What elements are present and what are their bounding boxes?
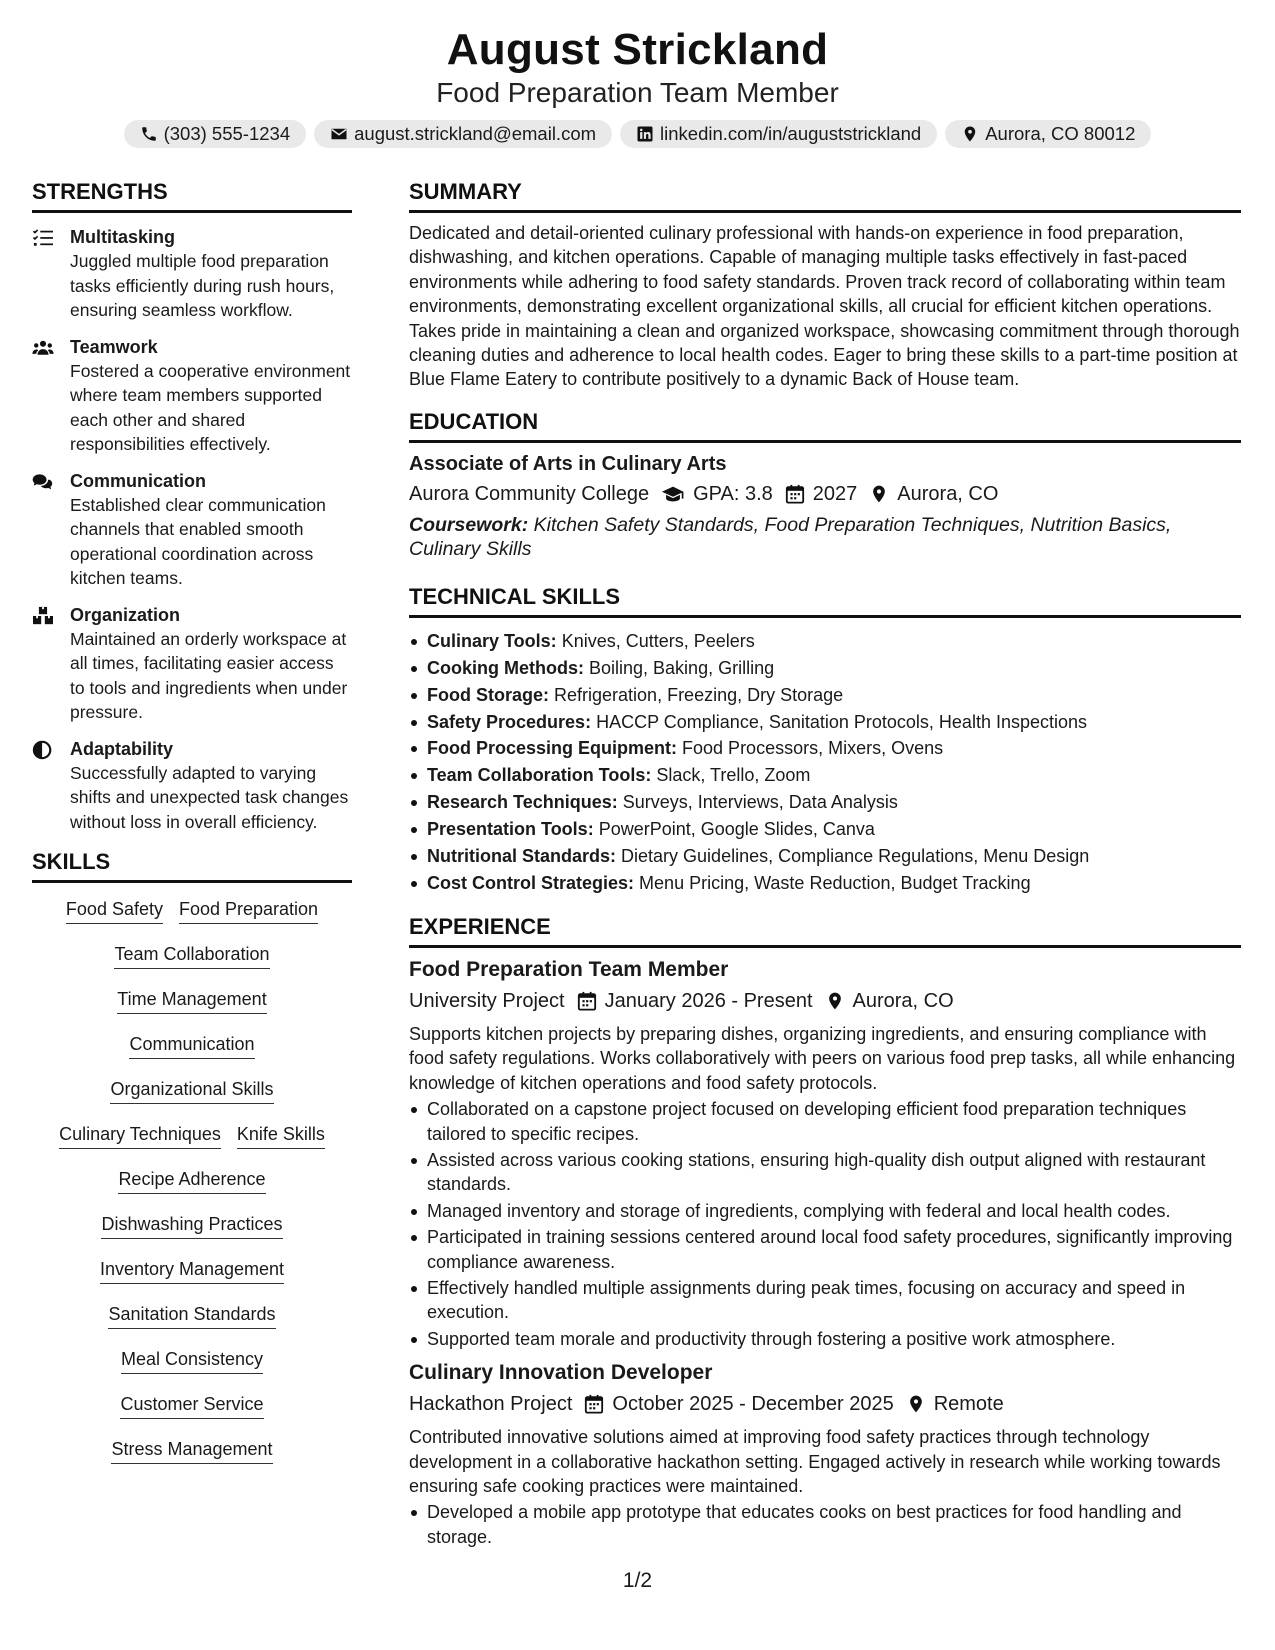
- education-gpa: GPA: 3.8: [693, 482, 773, 505]
- list-item: Assisted across various cooking stations, ensuring high-quality dish output aligned with restaurant standards.: [409, 1148, 1241, 1197]
- strength-title: Communication: [70, 470, 207, 491]
- job-location: Aurora, CO: [852, 989, 954, 1012]
- skill-tag: Team Collaboration: [114, 942, 269, 969]
- job-entry: [409, 956, 1241, 1351]
- skill-tag: Customer Service: [120, 1392, 263, 1419]
- job-org: University Project: [409, 989, 565, 1012]
- list-item: Cost Control Strategies: Menu Pricing, Waste Reduction, Budget Tracking: [409, 870, 1241, 897]
- skill-tag: Culinary Techniques: [59, 1122, 221, 1149]
- list-item: Developed a mobile app prototype that educates cooks on best practices for food handling and storage.: [409, 1500, 1241, 1549]
- job-entry: [409, 1359, 1241, 1549]
- left-column: [32, 178, 352, 1482]
- phone-icon: [140, 125, 158, 143]
- skill-tag: Knife Skills: [237, 1122, 325, 1149]
- education-year: 2027: [812, 482, 858, 505]
- education-coursework: [409, 513, 1241, 561]
- skill-tag: Food Safety: [66, 897, 163, 924]
- location-icon: [869, 484, 889, 504]
- job-dates: October 2025 - December 2025: [612, 1393, 894, 1416]
- strength-item: [32, 225, 352, 323]
- strength-item: [32, 335, 352, 457]
- job-meta: [409, 986, 1241, 1016]
- education-heading: EDUCATION: [409, 408, 1241, 443]
- job-bullets: [409, 1500, 1241, 1549]
- coursework-list: Kitchen Safety Standards, Food Preparation Techniques, Nutrition Basics, Culinary Skills: [409, 513, 1172, 560]
- education-degree: Associate of Arts in Culinary Arts: [409, 452, 727, 475]
- contrast-icon: [32, 740, 54, 760]
- list-item: Effectively handled multiple assignments during peak times, focusing on accuracy and speed in execution.: [409, 1276, 1241, 1325]
- list-item: Collaborated on a capstone project focused on developing efficient food preparation techniques tailored to specific recipes.: [409, 1097, 1241, 1146]
- list-item: Participated in training sessions centered around local food safety procedures, significantly improving compliance awareness.: [409, 1225, 1241, 1274]
- skills-list: [32, 897, 352, 1482]
- job-description: Supports kitchen projects by preparing dishes, organizing ingredients, and ensuring compliance with food safety regulations. Works collaboratively with peers on various food prep tasks, all while enhancing knowledge of kitchen operations and food safety protocols.: [409, 1023, 1236, 1093]
- education-school: Aurora Community College: [409, 482, 650, 505]
- strengths-heading: STRENGTHS: [32, 178, 352, 213]
- skills-heading: SKILLS: [32, 848, 352, 883]
- skill-tag: Recipe Adherence: [118, 1167, 265, 1194]
- summary-text: Dedicated and detail-oriented culinary professional with hands-on experience in food preparation, dishwashing, and kitchen operations. Capable of managing multiple tasks effectively in fast-paced environments while adhering to food safety standards. Proven track record of collaborating within team environments, demonstrating excellent organizational skills, all crucial for efficient kitchen operations. Takes pride in maintaining a clean and organized workspace, showcasing commitment through thorough cleaning duties and adherence to local health codes. Eager to bring these skills to a part-time position at Blue Flame Eatery to contribute positively to a dynamic Back of House team.: [409, 223, 1240, 390]
- list-item: Nutritional Standards: Dietary Guidelines, Compliance Regulations, Menu Design: [409, 843, 1241, 870]
- contact-location: [945, 120, 1151, 148]
- job-location: Remote: [933, 1393, 1004, 1416]
- candidate-name: August Strickland: [446, 25, 829, 74]
- location-icon: [906, 1394, 926, 1414]
- list-item: Culinary Tools: Knives, Cutters, Peelers: [409, 628, 1241, 655]
- contact-linkedin-text: linkedin.com/in/auguststrickland: [660, 123, 922, 144]
- contact-email[interactable]: [314, 120, 612, 148]
- strengths-list: [32, 225, 352, 834]
- job-meta: [409, 1389, 1241, 1419]
- list-item: Presentation Tools: PowerPoint, Google Slides, Canva: [409, 816, 1241, 843]
- list-item: Managed inventory and storage of ingredients, complying with federal and local health codes.: [409, 1199, 1241, 1223]
- skill-tag: Stress Management: [111, 1437, 272, 1464]
- skill-tag: Time Management: [117, 987, 266, 1014]
- job-title: Culinary Innovation Developer: [409, 1361, 713, 1385]
- location-icon: [825, 991, 845, 1011]
- list-item: Safety Procedures: HACCP Compliance, Sanitation Protocols, Health Inspections: [409, 709, 1241, 736]
- strength-title: Adaptability: [70, 738, 174, 759]
- strength-title: Multitasking: [70, 227, 176, 247]
- strength-desc: Successfully adapted to varying shifts and unexpected task changes without loss in overall efficiency.: [70, 762, 349, 832]
- coursework-label: Coursework:: [409, 513, 529, 536]
- skill-tag: Meal Consistency: [121, 1347, 263, 1374]
- contact-linkedin[interactable]: [620, 120, 937, 148]
- location-icon: [961, 125, 979, 143]
- checklist-icon: [32, 228, 54, 248]
- education-meta: [409, 479, 1241, 509]
- list-item: Food Processing Equipment: Food Processors, Mixers, Ovens: [409, 735, 1241, 762]
- strength-item: [32, 737, 352, 835]
- contact-phone-text: (303) 555-1234: [163, 123, 291, 144]
- strength-title: Organization: [70, 604, 181, 625]
- list-item: Supported team morale and productivity through fostering a positive work atmosphere.: [409, 1327, 1241, 1351]
- skill-tag: Organizational Skills: [110, 1077, 273, 1104]
- strength-title: Teamwork: [70, 336, 158, 357]
- calendar-icon: [577, 991, 597, 1011]
- job-dates: January 2026 - Present: [604, 989, 813, 1012]
- graduation-cap-icon: [661, 484, 685, 504]
- skill-tag: Dishwashing Practices: [101, 1212, 282, 1239]
- candidate-title: Food Preparation Team Member: [436, 77, 839, 108]
- skill-tag: Sanitation Standards: [108, 1302, 275, 1329]
- job-bullets: [409, 1097, 1241, 1351]
- experience-heading: EXPERIENCE: [409, 913, 1241, 948]
- right-column: [409, 178, 1241, 1551]
- technical-skills-section: [409, 583, 1241, 897]
- skill-tag: Inventory Management: [100, 1257, 284, 1284]
- strength-item: [32, 469, 352, 591]
- list-item: Team Collaboration Tools: Slack, Trello, Zoom: [409, 762, 1241, 789]
- list-item: Research Techniques: Surveys, Interviews, Data Analysis: [409, 789, 1241, 816]
- education-location: Aurora, CO: [897, 482, 999, 505]
- experience-section: [409, 913, 1241, 1549]
- linkedin-icon: [636, 125, 654, 143]
- job-title: Food Preparation Team Member: [409, 957, 729, 981]
- job-org: Hackathon Project: [409, 1393, 573, 1416]
- job-description: Contributed innovative solutions aimed at improving food safety practices through technology development in a collaborative hackathon setting. Engaged actively in research while working towards ensuring safe cooking practices were maintained.: [409, 1427, 1221, 1496]
- calendar-icon: [785, 484, 805, 504]
- chat-icon: [32, 472, 54, 492]
- page-number: 1/2: [622, 1569, 653, 1592]
- strength-desc: Established clear communication channels that enabled smooth operational coordination across kitchen teams.: [70, 494, 326, 588]
- strength-desc: Juggled multiple food preparation tasks efficiently during rush hours, ensuring seamless workflow.: [70, 251, 335, 320]
- technical-skills-list: [409, 628, 1241, 897]
- summary-heading: SUMMARY: [409, 178, 1241, 213]
- skill-tag: Communication: [129, 1032, 254, 1059]
- skill-tag: Food Preparation: [179, 897, 318, 924]
- contact-bar: [0, 120, 1275, 148]
- strength-item: [32, 603, 352, 725]
- contact-location-text: Aurora, CO 80012: [985, 123, 1136, 144]
- email-icon: [330, 125, 348, 143]
- strength-desc: Fostered a cooperative environment where team members supported each other and shared responsibilities effectively.: [70, 360, 351, 454]
- contact-email-text: august.strickland@email.com: [354, 123, 597, 144]
- list-item: Cooking Methods: Boiling, Baking, Grilling: [409, 655, 1241, 682]
- education-section: [409, 408, 1241, 561]
- technical-skills-heading: TECHNICAL SKILLS: [409, 583, 1241, 618]
- calendar-icon: [584, 1394, 604, 1414]
- resume-header: [0, 24, 1275, 148]
- boxes-icon: [32, 606, 54, 626]
- users-icon: [32, 338, 54, 358]
- list-item: Food Storage: Refrigeration, Freezing, Dry Storage: [409, 682, 1241, 709]
- contact-phone[interactable]: [124, 120, 307, 148]
- strength-desc: Maintained an orderly workspace at all times, facilitating easier access to tools and ingredients when under pressure.: [70, 628, 348, 722]
